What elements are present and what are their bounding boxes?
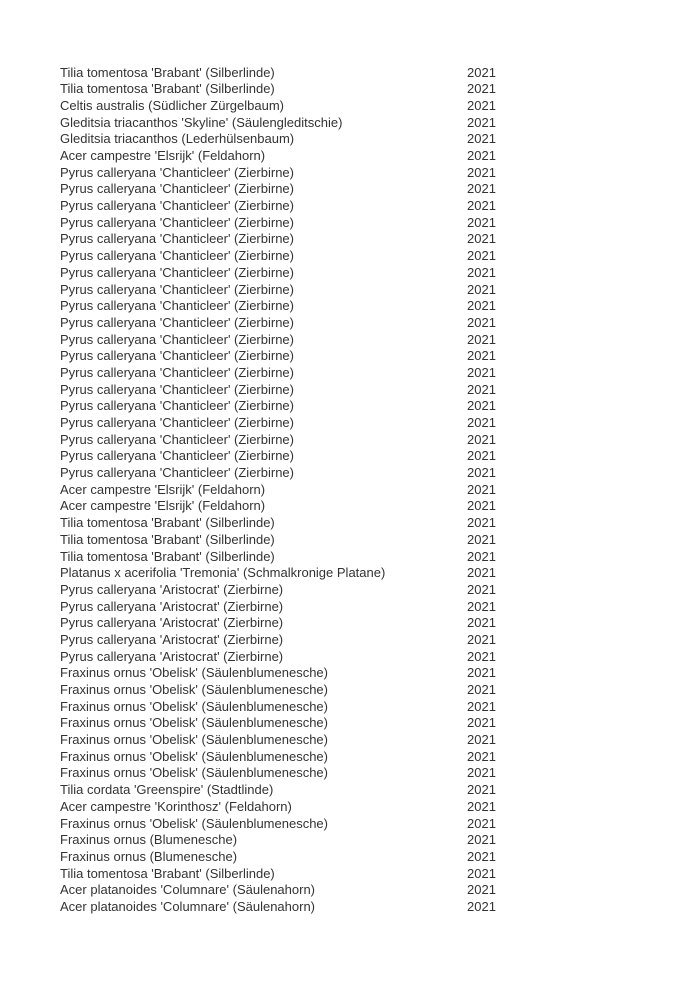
tree-year-label: 2021	[467, 131, 496, 147]
tree-list-row	[0, 849, 700, 866]
tree-species-label: Pyrus calleryana 'Chanticleer' (Zierbirne)	[60, 214, 294, 230]
tree-species-label: Pyrus calleryana 'Chanticleer' (Zierbirne)	[60, 381, 294, 397]
tree-year-label: 2021	[467, 798, 496, 814]
tree-species-label: Pyrus calleryana 'Chanticleer' (Zierbirne)	[60, 164, 294, 180]
tree-list-row	[0, 749, 700, 766]
tree-list-row	[0, 632, 700, 649]
tree-list-row	[0, 899, 700, 916]
tree-list-row	[0, 65, 700, 82]
tree-species-label: Acer platanoides 'Columnare' (Säulenahorn)	[60, 898, 315, 914]
tree-species-label: Pyrus calleryana 'Chanticleer' (Zierbirne)	[60, 431, 294, 447]
tree-list-row	[0, 682, 700, 699]
tree-species-label: Pyrus calleryana 'Aristocrat' (Zierbirne)	[60, 648, 284, 664]
tree-species-label: Pyrus calleryana 'Chanticleer' (Zierbirne)	[60, 331, 294, 347]
tree-year-label: 2021	[467, 715, 496, 731]
tree-list-row	[0, 115, 700, 132]
tree-year-label: 2021	[467, 231, 496, 247]
tree-year-label: 2021	[467, 682, 496, 698]
tree-list-row	[0, 198, 700, 215]
tree-year-label: 2021	[467, 97, 496, 113]
tree-species-label: Pyrus calleryana 'Chanticleer' (Zierbirne)	[60, 264, 294, 280]
tree-year-label: 2021	[467, 431, 496, 447]
tree-species-label: Pyrus calleryana 'Aristocrat' (Zierbirne)	[60, 631, 284, 647]
tree-species-label: Tilia tomentosa 'Brabant' (Silberlinde)	[60, 548, 275, 564]
tree-year-label: 2021	[467, 331, 496, 347]
tree-year-label: 2021	[467, 465, 496, 481]
tree-year-label: 2021	[467, 648, 496, 664]
tree-year-label: 2021	[467, 782, 496, 798]
tree-year-label: 2021	[467, 198, 496, 214]
tree-year-label: 2021	[467, 381, 496, 397]
tree-year-label: 2021	[467, 214, 496, 230]
tree-list-row	[0, 415, 700, 432]
tree-list-row	[0, 816, 700, 833]
tree-year-label: 2021	[467, 481, 496, 497]
tree-year-label: 2021	[467, 364, 496, 380]
tree-list-row	[0, 832, 700, 849]
tree-species-label: Tilia tomentosa 'Brabant' (Silberlinde)	[60, 81, 275, 97]
tree-list-row	[0, 215, 700, 232]
tree-year-label: 2021	[467, 448, 496, 464]
tree-year-label: 2021	[467, 615, 496, 631]
tree-list-row	[0, 582, 700, 599]
tree-species-label: Pyrus calleryana 'Chanticleer' (Zierbirne)	[60, 348, 294, 364]
tree-year-label: 2021	[467, 348, 496, 364]
tree-year-label: 2021	[467, 765, 496, 781]
tree-species-label: Platanus x acerifolia 'Tremonia' (Schmalkronige Platane)	[60, 565, 386, 581]
tree-species-label: Fraxinus ornus 'Obelisk' (Säulenblumenesche)	[60, 748, 328, 764]
tree-year-label: 2021	[467, 865, 496, 881]
tree-species-label: Fraxinus ornus 'Obelisk' (Säulenblumenesche)	[60, 815, 328, 831]
tree-year-label: 2021	[467, 181, 496, 197]
tree-species-label: Pyrus calleryana 'Chanticleer' (Zierbirne)	[60, 181, 294, 197]
tree-year-label: 2021	[467, 415, 496, 431]
tree-list-row	[0, 765, 700, 782]
tree-species-label: Pyrus calleryana 'Aristocrat' (Zierbirne)	[60, 581, 284, 597]
tree-species-label: Gleditsia triacanthos 'Skyline' (Säulengleditschie)	[60, 114, 343, 130]
tree-species-label: Pyrus calleryana 'Chanticleer' (Zierbirne)	[60, 415, 294, 431]
tree-list-row	[0, 665, 700, 682]
tree-list-row	[0, 732, 700, 749]
tree-species-label: Tilia tomentosa 'Brabant' (Silberlinde)	[60, 531, 275, 547]
tree-year-label: 2021	[467, 882, 496, 898]
tree-species-label: Acer campestre 'Elsrijk' (Feldahorn)	[60, 481, 266, 497]
tree-year-label: 2021	[467, 732, 496, 748]
tree-species-label: Pyrus calleryana 'Chanticleer' (Zierbirne)	[60, 248, 294, 264]
tree-year-label: 2021	[467, 398, 496, 414]
tree-species-label: Acer campestre 'Elsrijk' (Feldahorn)	[60, 498, 266, 514]
tree-species-label: Tilia cordata 'Greenspire' (Stadtlinde)	[60, 782, 274, 798]
tree-list-row	[0, 165, 700, 182]
tree-list-row	[0, 498, 700, 515]
tree-list-row	[0, 599, 700, 616]
tree-species-label: Celtis australis (Südlicher Zürgelbaum)	[60, 97, 284, 113]
tree-year-label: 2021	[467, 531, 496, 547]
tree-species-label: Tilia tomentosa 'Brabant' (Silberlinde)	[60, 515, 275, 531]
tree-species-label: Pyrus calleryana 'Chanticleer' (Zierbirne)	[60, 281, 294, 297]
tree-list-row	[0, 98, 700, 115]
tree-list	[0, 65, 700, 916]
tree-year-label: 2021	[467, 898, 496, 914]
tree-list-row	[0, 248, 700, 265]
tree-species-label: Pyrus calleryana 'Chanticleer' (Zierbirne)	[60, 465, 294, 481]
tree-list-row	[0, 448, 700, 465]
tree-species-label: Pyrus calleryana 'Aristocrat' (Zierbirne)	[60, 615, 284, 631]
tree-year-label: 2021	[467, 281, 496, 297]
tree-species-label: Acer campestre 'Elsrijk' (Feldahorn)	[60, 148, 266, 164]
tree-year-label: 2021	[467, 164, 496, 180]
tree-year-label: 2021	[467, 698, 496, 714]
tree-list-row	[0, 81, 700, 98]
tree-list-row	[0, 332, 700, 349]
tree-species-label: Fraxinus ornus (Blumenesche)	[60, 848, 238, 864]
tree-list-row	[0, 382, 700, 399]
tree-year-label: 2021	[467, 314, 496, 330]
tree-species-label: Fraxinus ornus 'Obelisk' (Säulenblumenesche)	[60, 732, 328, 748]
tree-species-label: Pyrus calleryana 'Chanticleer' (Zierbirne)	[60, 398, 294, 414]
tree-year-label: 2021	[467, 565, 496, 581]
tree-species-label: Tilia tomentosa 'Brabant' (Silberlinde)	[60, 865, 275, 881]
tree-year-label: 2021	[467, 598, 496, 614]
tree-list-row	[0, 782, 700, 799]
tree-list-row	[0, 482, 700, 499]
tree-species-label: Gleditsia triacanthos (Lederhülsenbaum)	[60, 131, 295, 147]
tree-year-label: 2021	[467, 248, 496, 264]
tree-list-row	[0, 181, 700, 198]
tree-year-label: 2021	[467, 298, 496, 314]
tree-list-row	[0, 432, 700, 449]
tree-species-label: Fraxinus ornus 'Obelisk' (Säulenblumenesche)	[60, 682, 328, 698]
tree-list-row	[0, 365, 700, 382]
tree-year-label: 2021	[467, 264, 496, 280]
tree-list-row	[0, 866, 700, 883]
tree-list-row	[0, 615, 700, 632]
tree-list-row	[0, 148, 700, 165]
tree-list-row	[0, 882, 700, 899]
tree-year-label: 2021	[467, 548, 496, 564]
tree-list-row	[0, 398, 700, 415]
tree-species-label: Fraxinus ornus 'Obelisk' (Säulenblumenesche)	[60, 765, 328, 781]
tree-species-label: Tilia tomentosa 'Brabant' (Silberlinde)	[60, 64, 275, 80]
tree-species-label: Pyrus calleryana 'Chanticleer' (Zierbirne)	[60, 364, 294, 380]
tree-year-label: 2021	[467, 148, 496, 164]
tree-species-label: Pyrus calleryana 'Chanticleer' (Zierbirne)	[60, 448, 294, 464]
tree-list-row	[0, 515, 700, 532]
tree-list-row	[0, 565, 700, 582]
tree-species-label: Pyrus calleryana 'Chanticleer' (Zierbirne)	[60, 231, 294, 247]
tree-year-label: 2021	[467, 114, 496, 130]
tree-species-label: Acer campestre 'Korinthosz' (Feldahorn)	[60, 798, 292, 814]
tree-species-label: Pyrus calleryana 'Chanticleer' (Zierbirne)	[60, 198, 294, 214]
tree-year-label: 2021	[467, 81, 496, 97]
tree-species-label: Pyrus calleryana 'Aristocrat' (Zierbirne)	[60, 598, 284, 614]
tree-year-label: 2021	[467, 832, 496, 848]
tree-species-label: Fraxinus ornus (Blumenesche)	[60, 832, 238, 848]
tree-list-row	[0, 532, 700, 549]
tree-list-row	[0, 715, 700, 732]
tree-list-row	[0, 649, 700, 666]
tree-year-label: 2021	[467, 64, 496, 80]
tree-year-label: 2021	[467, 581, 496, 597]
tree-list-row	[0, 282, 700, 299]
tree-year-label: 2021	[467, 815, 496, 831]
tree-list-row	[0, 131, 700, 148]
tree-year-label: 2021	[467, 748, 496, 764]
tree-year-label: 2021	[467, 665, 496, 681]
tree-species-label: Pyrus calleryana 'Chanticleer' (Zierbirne)	[60, 298, 294, 314]
tree-list-row	[0, 315, 700, 332]
tree-list-row	[0, 348, 700, 365]
tree-species-label: Fraxinus ornus 'Obelisk' (Säulenblumenesche)	[60, 715, 328, 731]
tree-list-row	[0, 799, 700, 816]
tree-species-label: Fraxinus ornus 'Obelisk' (Säulenblumenesche)	[60, 665, 328, 681]
tree-list-row	[0, 265, 700, 282]
tree-list-row	[0, 298, 700, 315]
tree-year-label: 2021	[467, 848, 496, 864]
tree-species-label: Pyrus calleryana 'Chanticleer' (Zierbirne)	[60, 314, 294, 330]
tree-year-label: 2021	[467, 498, 496, 514]
tree-year-label: 2021	[467, 631, 496, 647]
tree-list-row	[0, 465, 700, 482]
tree-species-label: Acer platanoides 'Columnare' (Säulenahorn)	[60, 882, 315, 898]
tree-year-label: 2021	[467, 515, 496, 531]
tree-list-row	[0, 549, 700, 566]
tree-species-label: Fraxinus ornus 'Obelisk' (Säulenblumenesche)	[60, 698, 328, 714]
tree-list-row	[0, 231, 700, 248]
tree-list-row	[0, 699, 700, 716]
